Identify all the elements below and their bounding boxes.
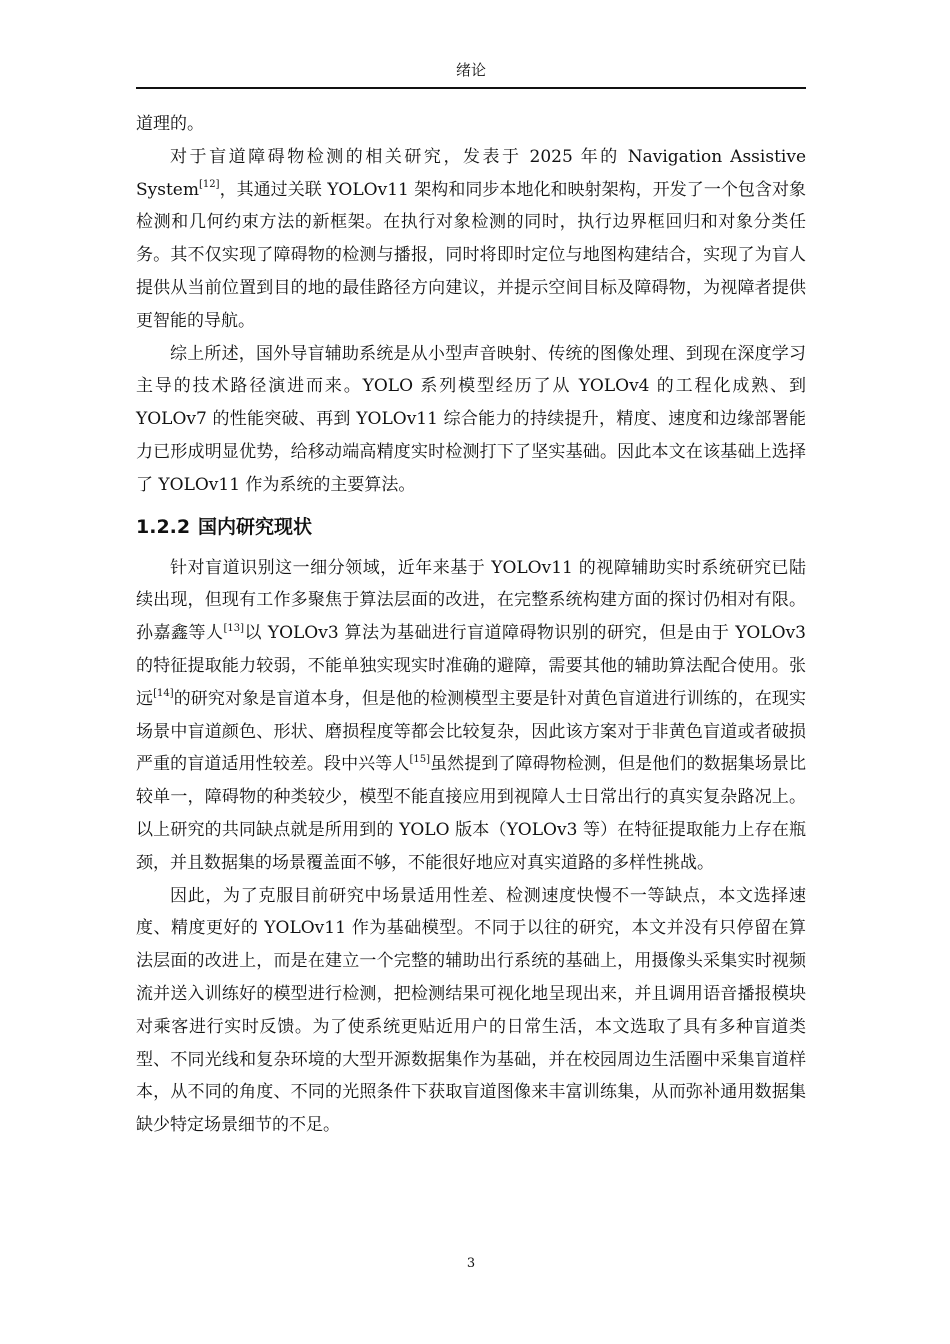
text-run: ，其通过关联 YOLOv11 架构和同步本地化和映射架构，开发了一个包含对象检测和几何约束方法的新框架。在执行对象检测的同时，执行边界框回归和对象分类任务。其不仅实现了障碍物的检测与播报，同时将即时定位与地图构建结合，实现了为盲人提供从当前位置到目的地的最佳路径方向建议，并提示空间目标及障碍物，为视障者提供更智能的导航。 bbox=[136, 179, 806, 331]
section-heading bbox=[136, 502, 806, 552]
text-run: 综上所述，国外导盲辅助系统是从小型声音映射、传统的图像处理、到现在深度学习主导的技术路径演进而来。YOLO 系列模型经历了从 YOLOv4 的工程化成熟、到 YOLOv7 的性能突破、再到 YOLOv11 综合能力的持续提升，精度、速度和边缘部署能力已形成明显优势，给移动端高精度实时检测打下了坚实基础。因此本文在该基础上选择了 YOLOv11 作为系统的主要算法。 bbox=[136, 343, 806, 495]
text-run: 虽然提到了障碍物检测，但是他们的数据集场景比较单一，障碍物的种类较少，模型不能直接应用到视障人士日常出行的真实复杂路况上。以上研究的共同缺点就是所用到的 YOLO 版本（YOLOv3 等）在特征提取能力上存在瓶颈，并且数据集的场景覆盖面不够，不能很好地应对真实道路的多样性挑战。 bbox=[136, 754, 807, 873]
text-run: 以 YOLOv3 算法为基础进行盲道障碍物识别的研究，但是由于 YOLOv3 的特征提取能力较弱，不能单独实现实时准确的避障，需要其他的辅助算法配合使用。张远 bbox=[136, 623, 807, 709]
citation-ref: [12] bbox=[199, 178, 220, 190]
paragraph bbox=[136, 338, 806, 502]
section-number: 1.2.2 bbox=[136, 515, 191, 538]
text-run: 的研究对象是盲道本身，但是他的检测模型主要是针对黄色盲道进行训练的，在现实场景中盲道颜色、形状、磨损程度等都会比较复杂，因此该方案对于非黄色盲道或者破损严重的盲道适用性较差。段中兴等人 bbox=[136, 688, 807, 775]
text-run: 因此，为了克服目前研究中场景适用性差、检测速度快慢不一等缺点，本文选择速度、精度更好的 YOLOv11 作为基础模型。不同于以往的研究，本文并没有只停留在算法层面的改进上，而是在建立一个完整的辅助出行系统的基础上，用摄像头采集实时视频流并送入训练好的模型进行检测，把检测结果可视化地呈现出来，并且调用语音播报模块对乘客进行实时反馈。为了使系统更贴近用户的日常生活，本文选取了具有多种盲道类型、不同光线和复杂环境的大型开源数据集作为基础，并在校园周边生活圈中采集盲道样本，从不同的角度、不同的光照条件下获取盲道图像来丰富训练集，从而弥补通用数据集缺少特定场景细节的不足。 bbox=[136, 885, 806, 1136]
citation-ref: [14] bbox=[153, 688, 174, 700]
page-number: 3 bbox=[466, 1256, 476, 1271]
paragraph bbox=[136, 880, 806, 1142]
paragraph bbox=[136, 552, 806, 880]
text-run: 对于盲道障碍物检测的相关研究，发表于 2025 年的 Navigation Assistive System bbox=[136, 146, 806, 200]
paragraph bbox=[136, 141, 806, 338]
running-header: 绪论 bbox=[455, 61, 486, 79]
text-run: 道理的。 bbox=[136, 114, 204, 134]
header-rule bbox=[136, 87, 806, 89]
text-run: 针对盲道识别这一细分领域，近年来基于 YOLOv11 的视障辅助实时系统研究已陆续出现，但现有工作多聚焦于算法层面的改进，在完整系统构建方面的探讨仍相对有限。孙嘉鑫等人 bbox=[136, 557, 806, 644]
citation-ref: [15] bbox=[409, 753, 430, 765]
paragraph bbox=[136, 108, 806, 141]
body-text bbox=[136, 108, 806, 1142]
citation-ref: [13] bbox=[223, 622, 244, 634]
section-title: 国内研究现状 bbox=[198, 515, 313, 538]
